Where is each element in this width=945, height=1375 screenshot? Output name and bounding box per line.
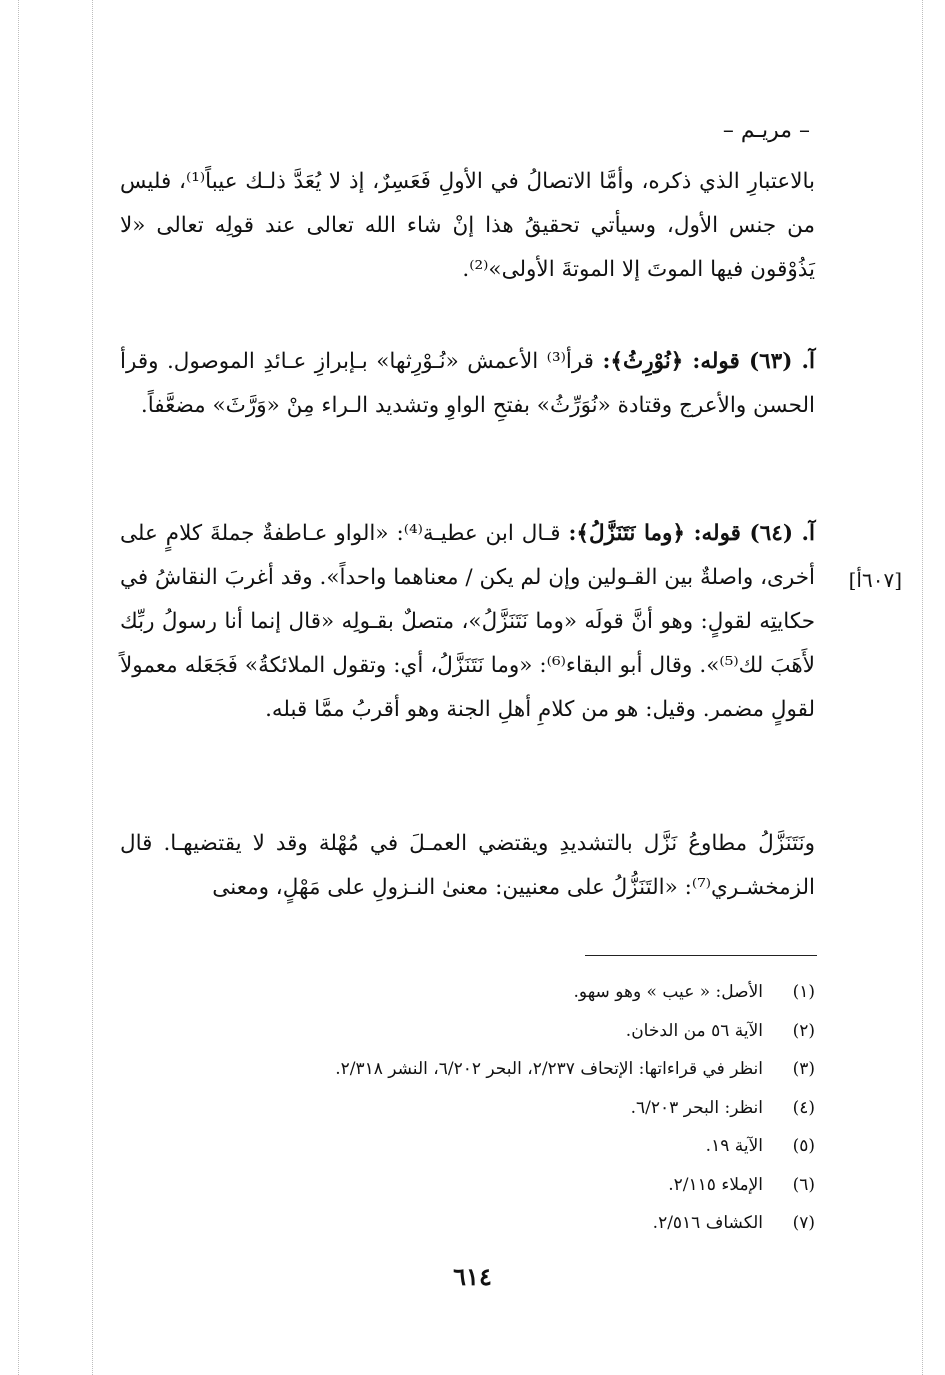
footnote-number: (٤) [792, 1097, 815, 1118]
verse-63-heading: آ. (٦٣) قوله: ﴿نُوْرِثُ﴾: [602, 349, 815, 374]
page-number: ٦١٤ [453, 1262, 492, 1291]
footnote-text: انظر: البحر ٦/٢٠٣. [630, 1097, 763, 1118]
footnote-text: الإملاء ٢/١١٥. [668, 1174, 763, 1195]
paragraph-1: بالاعتبارِ الذي ذكره، وأمَّا الاتصالُ في الأولِ فَعَسِرٌ، إذ لا يُعَدَّ ذلـك عيباً⁽¹⁾، فليس من جنس الأول، وسيأتي تحقيقُ هذا إنْ شاء الله تعالى عند قولِه تعالى «لا يَذُوْقون فيها الموتَ إلا الموتةَ الأولى»⁽²⁾. [120, 169, 815, 282]
verse-64-text: قـال ابن عطيـة⁽⁴⁾: «الواو عـاطفةٌ جملةَ كلامٍ على أخرى، واصلةٌ بين القـولين وإن لم يكن / معناهما واحداً». وقد أغربَ النقاشُ في حكايتِه لقولٍ: وهو أنَّ قولَه «وما نَتَنَزَّلُ»، متصلٌ بقـولِه «قال إنما أنا رسولُ ربِّك لأَهَبَ لك⁽⁵⁾». وقال أبو البقاء⁽⁶⁾: «وما نَتَنَزَّلُ، أي: وتقول الملائكةُ» فَجَعَله معمولاً لقولٍ مضمر. وقيل: هو من كلامِ أهلِ الجنة وهو أقربُ ممَّا قبله. [120, 521, 816, 722]
footnote-number: (٢) [792, 1020, 815, 1041]
manuscript-folio-marker: [٦٠٧أ] [848, 568, 902, 592]
paragraph-verse-64 [120, 512, 815, 732]
running-header: – مريـم – [722, 118, 810, 143]
footnote-item [150, 1204, 815, 1243]
footnote-item [150, 1050, 815, 1089]
paragraph-4: ونَتَنَزَّلُ مطاوعُ نَزَّل بالتشديدِ ويقتضي العمـلَ في مُهْلة وقد لا يقتضيهـا. قال الزمخشـري⁽⁷⁾: «التَنَزُّلُ على معنيين: معنىٰ النـزولِ على مَهْلٍ، ومعنى [120, 831, 815, 900]
footnote-item [150, 1166, 815, 1205]
verse-64-heading: آ. (٦٤) قوله: ﴿وما نَتَنَزَّلُ﴾: [568, 521, 815, 546]
footnote-text: الآية ١٩. [705, 1136, 763, 1156]
footnote-text: الكشاف ٢/٥١٦. [652, 1213, 763, 1233]
footnote-text: انظر في قراءاتها: الإتحاف ٢/٢٣٧، البحر ٦/٢٠٢، النشر ٢/٣١٨. [335, 1059, 763, 1079]
footnote-number: (١) [792, 982, 815, 1002]
paragraph-verse-63 [120, 340, 815, 428]
footnote-item [150, 973, 815, 1012]
footnote-item [150, 1012, 815, 1051]
footnote-item [150, 1127, 815, 1166]
footnote-item [150, 1089, 815, 1128]
margin-guide-outer-left [18, 0, 19, 1375]
footnotes-list [150, 973, 815, 1243]
margin-guide-left [92, 0, 93, 1375]
footnote-number: (٦) [792, 1174, 815, 1195]
footnote-text: الأصل: « عيب » وهو سهو. [573, 982, 763, 1002]
footnote-separator [585, 955, 817, 956]
footnote-number: (٧) [792, 1213, 815, 1233]
margin-guide-right [922, 0, 923, 1375]
footnote-number: (٣) [792, 1059, 815, 1079]
footnote-text: الآية ٥٦ من الدخان. [625, 1020, 763, 1041]
footnote-number: (٥) [792, 1136, 815, 1156]
verse-63-text: قرأ⁽³⁾ الأعمش «نُـوْرِثها» بـإبرازِ عـائدِ الموصول. وقرأ الحسن والأعرج وقتادة «نُوَرِّثُ» بفتحِ الواوِ وتشديد الـراء مِنْ «وَرَّثَ» مضعَّفاً. [120, 349, 815, 418]
